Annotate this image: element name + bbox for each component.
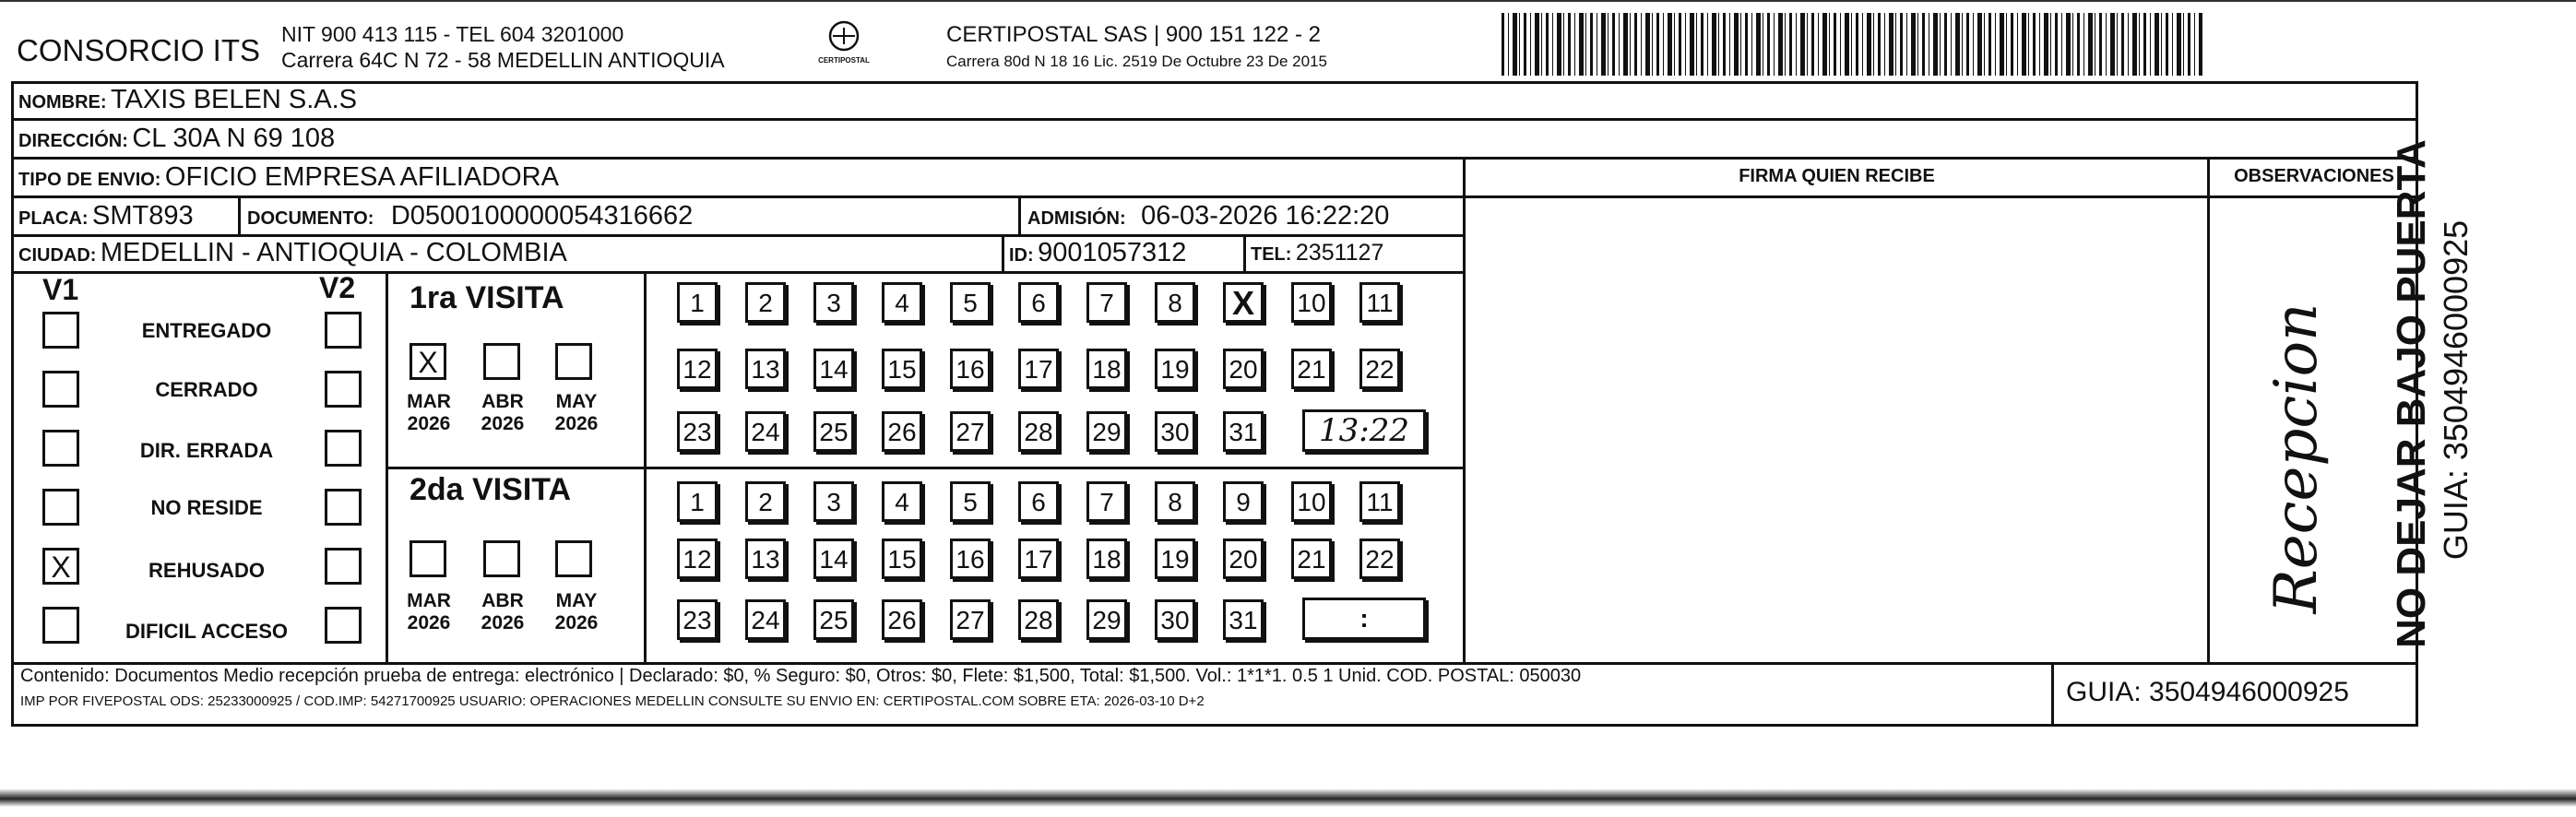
visit2-day-1[interactable]: 1 <box>677 481 718 522</box>
observaciones-handwriting: Recepcion <box>2262 302 2331 614</box>
visit2-day-14[interactable]: 14 <box>813 539 854 579</box>
visit2-day-26[interactable]: 26 <box>882 599 922 640</box>
visit2-day-4[interactable]: 4 <box>882 481 922 522</box>
visit1-day-25[interactable]: 25 <box>813 411 854 452</box>
visit2-day-9[interactable]: 9 <box>1223 481 1264 522</box>
visit1-day-10[interactable]: 10 <box>1291 282 1332 323</box>
ciudad-label: CIUDAD: <box>18 245 97 266</box>
carrier-logo-icon <box>824 20 864 52</box>
v2-checkbox-rehusado[interactable] <box>325 548 362 585</box>
v2-checkbox-cerrado[interactable] <box>325 371 362 408</box>
tipo-row <box>18 162 559 193</box>
tel-label: TEL: <box>1251 244 1292 265</box>
visit2-month-mar-box[interactable] <box>410 540 446 577</box>
id-label: ID: <box>1009 245 1034 266</box>
firma-header: FIRMA QUIEN RECIBE <box>1739 166 1935 186</box>
visit2-day-16[interactable]: 16 <box>950 539 991 579</box>
side-no-dejar: NO DEJAR BAJO PUERTA <box>2389 139 2434 648</box>
visit1-day-20[interactable]: 20 <box>1223 349 1264 389</box>
option-entregado: ENTREGADO <box>141 319 272 342</box>
visit2-day-22[interactable]: 22 <box>1359 539 1400 579</box>
visit2-day-21[interactable]: 21 <box>1291 539 1332 579</box>
admision-row <box>1027 201 1389 231</box>
documento-value: D0500100000054316662 <box>390 201 694 231</box>
visit1-month-abr-box[interactable] <box>483 343 520 380</box>
option-no-reside: NO RESIDE <box>150 496 263 519</box>
visit2-month-may: MAY 2026 <box>554 590 599 633</box>
visit2-day-25[interactable]: 25 <box>813 599 854 640</box>
visit2-day-2[interactable]: 2 <box>745 481 786 522</box>
visit2-day-15[interactable]: 15 <box>882 539 922 579</box>
v1-checkbox-cerrado[interactable] <box>42 371 79 408</box>
direccion-row <box>18 124 335 154</box>
visit1-day-22[interactable]: 22 <box>1359 349 1400 389</box>
visit1-day-16[interactable]: 16 <box>950 349 991 389</box>
admision-value: 06-03-2026 16:22:20 <box>1141 201 1390 231</box>
nit-line: NIT 900 413 115 - TEL 604 3201000 <box>281 22 624 46</box>
footer-line1: Contenido: Documentos Medio recepción prueba de entrega: electrónico | Declarado: $0, % Seguro: $0, Otros: $0, Flete: $1,500, Total: $1,500. Vol.: 1*1*1. 0.5 1 Unid. COD. POSTAL: 050030 <box>20 666 1582 686</box>
visit1-month-abr: ABR 2026 <box>481 391 525 434</box>
visit1-day-2[interactable]: 2 <box>745 282 786 323</box>
visit2-month-mar: MAR 2026 <box>407 590 451 633</box>
visit1-time-field[interactable]: 13:22 <box>1302 409 1426 452</box>
nombre-value: TAXIS BELEN S.A.S <box>111 85 358 114</box>
visit1-title: 1ra VISITA <box>410 280 564 315</box>
visit2-day-17[interactable]: 17 <box>1018 539 1059 579</box>
visit2-day-10[interactable]: 10 <box>1291 481 1332 522</box>
v1-checkbox-dir-errada[interactable] <box>42 430 79 467</box>
visit1-day-24[interactable]: 24 <box>745 411 786 452</box>
visit1-day-8[interactable]: 8 <box>1155 282 1195 323</box>
visit1-day-17[interactable]: 17 <box>1018 349 1059 389</box>
ciudad-row <box>18 238 567 268</box>
visit1-day-30[interactable]: 30 <box>1155 411 1195 452</box>
visit2-day-30[interactable]: 30 <box>1155 599 1195 640</box>
address-line: Carrera 64C N 72 - 58 MEDELLIN ANTIOQUIA <box>281 48 725 72</box>
barcode <box>1502 13 2202 76</box>
visit1-month-may-box[interactable] <box>555 343 592 380</box>
placa-value: SMT893 <box>92 201 194 231</box>
v1-checkbox-rehusado[interactable]: X <box>42 548 79 585</box>
visit1-day-29[interactable]: 29 <box>1086 411 1127 452</box>
nombre-label: NOMBRE: <box>18 92 107 112</box>
visit1-day-3[interactable]: 3 <box>813 282 854 323</box>
visit2-day-19[interactable]: 19 <box>1155 539 1195 579</box>
observaciones-header: OBSERVACIONES <box>2234 166 2394 186</box>
footer-guia: GUIA: 3504946000925 <box>2066 677 2349 707</box>
visit1-day-23[interactable]: 23 <box>677 411 718 452</box>
direccion-value: CL 30A N 69 108 <box>132 124 336 153</box>
license-line: Carrera 80d N 18 16 Lic. 2519 De Octubre 23 De 2015 <box>946 53 1327 70</box>
visit1-day-28[interactable]: 28 <box>1018 411 1059 452</box>
visit1-month-may: MAY 2026 <box>554 391 599 434</box>
visit2-day-27[interactable]: 27 <box>950 599 991 640</box>
visit1-day-13[interactable]: 13 <box>745 349 786 389</box>
visit2-day-7[interactable]: 7 <box>1086 481 1127 522</box>
v2-checkbox-no-reside[interactable] <box>325 489 362 526</box>
id-row <box>1009 238 1186 268</box>
tel-row <box>1251 240 1383 266</box>
carrier-logo <box>812 20 876 72</box>
visit1-day-12[interactable]: 12 <box>677 349 718 389</box>
signature-area[interactable] <box>1466 195 2204 662</box>
visit2-day-24[interactable]: 24 <box>745 599 786 640</box>
logo-text: CERTIPOSTAL <box>818 56 870 65</box>
visit2-time-field[interactable]: : <box>1302 598 1426 640</box>
v2-checkbox-dir-errada[interactable] <box>325 430 362 467</box>
visit2-day-3[interactable]: 3 <box>813 481 854 522</box>
visit2-day-23[interactable]: 23 <box>677 599 718 640</box>
visit2-day-5[interactable]: 5 <box>950 481 991 522</box>
tel-value: 2351127 <box>1295 240 1384 266</box>
visit2-day-12[interactable]: 12 <box>677 539 718 579</box>
visit1-month-mar: MAR 2026 <box>407 391 451 434</box>
placa-row <box>18 201 194 231</box>
placa-label: PLACA: <box>18 208 89 229</box>
visit2-day-20[interactable]: 20 <box>1223 539 1264 579</box>
v2-checkbox-entregado[interactable] <box>325 312 362 349</box>
admision-label: ADMISIÓN: <box>1027 208 1126 229</box>
visit2-month-abr-box[interactable] <box>483 540 520 577</box>
visit1-day-14[interactable]: 14 <box>813 349 854 389</box>
nombre-row <box>18 85 357 115</box>
v2-label: V2 <box>319 271 356 304</box>
visit2-day-18[interactable]: 18 <box>1086 539 1127 579</box>
v1-checkbox-no-reside[interactable] <box>42 489 79 526</box>
visit2-month-may-box[interactable] <box>555 540 592 577</box>
direccion-label: DIRECCIÓN: <box>18 131 128 151</box>
visit1-day-7[interactable]: 7 <box>1086 282 1127 323</box>
visit2-day-13[interactable]: 13 <box>745 539 786 579</box>
visit1-day-31[interactable]: 31 <box>1223 411 1264 452</box>
option-dificil-acceso: DIFICIL ACCESO <box>125 620 288 643</box>
option-cerrado: CERRADO <box>155 378 258 401</box>
option-rehusado: REHUSADO <box>148 559 265 582</box>
visit1-day-4[interactable]: 4 <box>882 282 922 323</box>
ciudad-value: MEDELLIN - ANTIOQUIA - COLOMBIA <box>100 238 567 267</box>
visit1-day-19[interactable]: 19 <box>1155 349 1195 389</box>
visit2-month-abr: ABR 2026 <box>481 590 525 633</box>
visit1-day-18[interactable]: 18 <box>1086 349 1127 389</box>
carrier-line: CERTIPOSTAL SAS | 900 151 122 - 2 <box>946 22 1321 47</box>
visit1-day-15[interactable]: 15 <box>882 349 922 389</box>
visit1-day-21[interactable]: 21 <box>1291 349 1332 389</box>
visit2-day-8[interactable]: 8 <box>1155 481 1195 522</box>
id-value: 9001057312 <box>1038 238 1187 267</box>
footer-line2: IMP POR FIVEPOSTAL ODS: 25233000925 / COD.IMP: 54271700925 USUARIO: OPERACIONES MEDELLIN CONSULTE SU ENVIO EN: CERTIPOSTAL.COM SOBRE ETA: 2026-03-10 D+2 <box>20 693 1205 709</box>
visit1-day-26[interactable]: 26 <box>882 411 922 452</box>
tipo-label: TIPO DE ENVIO: <box>18 170 161 190</box>
v1-checkbox-dificil-acceso[interactable] <box>42 607 79 644</box>
visit2-title: 2da VISITA <box>410 472 572 507</box>
visit1-day-5[interactable]: 5 <box>950 282 991 323</box>
visit2-day-31[interactable]: 31 <box>1223 599 1264 640</box>
visit1-day-9-crossed[interactable]: X <box>1223 282 1264 323</box>
documento-label: DOCUMENTO: <box>247 208 374 229</box>
visit2-day-28[interactable]: 28 <box>1018 599 1059 640</box>
visit2-day-11[interactable]: 11 <box>1359 481 1400 522</box>
visit1-day-27[interactable]: 27 <box>950 411 991 452</box>
v1-checkbox-entregado[interactable] <box>42 312 79 349</box>
tipo-value: OFICIO EMPRESA AFILIADORA <box>164 162 559 192</box>
company-name: CONSORCIO ITS <box>17 33 261 67</box>
option-dir-errada: DIR. ERRADA <box>139 439 274 462</box>
documento-row <box>247 201 693 231</box>
visit2-day-6[interactable]: 6 <box>1018 481 1059 522</box>
visit1-month-mar-box[interactable]: X <box>410 343 446 380</box>
visit1-day-6[interactable]: 6 <box>1018 282 1059 323</box>
v1-label: V1 <box>42 273 79 306</box>
side-guia: GUIA: 3504946000925 <box>2437 219 2475 561</box>
visit1-day-11[interactable]: 11 <box>1359 282 1400 323</box>
visit2-day-29[interactable]: 29 <box>1086 599 1127 640</box>
visit1-day-1[interactable]: 1 <box>677 282 718 323</box>
v2-checkbox-dificil-acceso[interactable] <box>325 607 362 644</box>
